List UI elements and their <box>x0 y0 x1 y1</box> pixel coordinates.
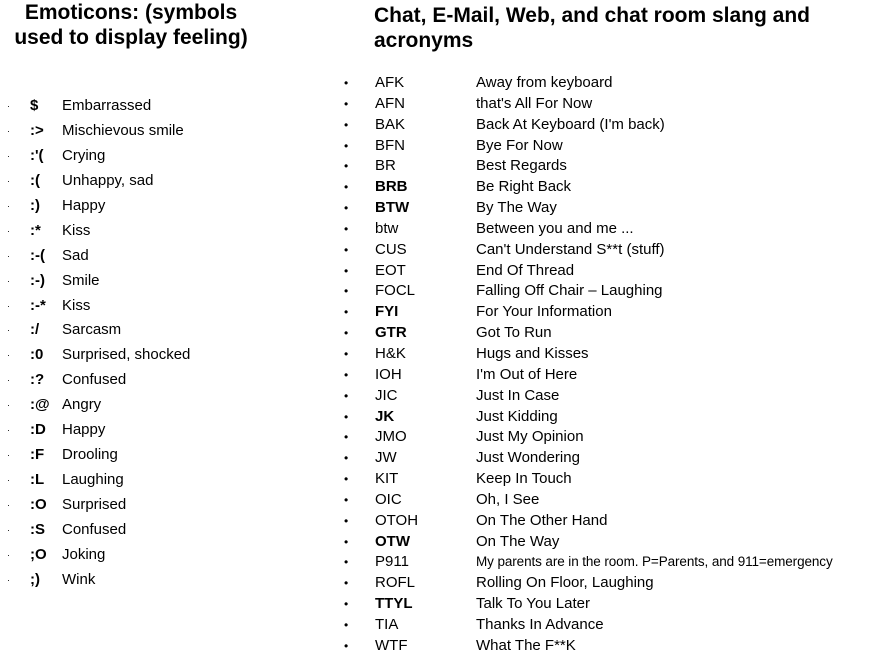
acronym-list <box>330 73 886 657</box>
acronym-meaning: Got To Run <box>476 324 552 342</box>
acronym-abbr: KIT <box>375 470 399 488</box>
bullet-icon: · <box>7 475 10 486</box>
emoticon-meaning: Wink <box>62 570 96 588</box>
bullet-icon: • <box>344 159 349 174</box>
bullet-icon: · <box>7 250 10 261</box>
bullet-icon: · <box>7 450 10 461</box>
emoticon-item <box>0 294 320 319</box>
acronym-item <box>330 219 886 240</box>
emoticon-item <box>0 269 320 294</box>
bullet-icon: · <box>7 175 10 186</box>
bullet-icon: • <box>344 492 349 507</box>
acronym-abbr: EOT <box>375 261 406 279</box>
acronym-item <box>330 552 886 573</box>
acronym-item <box>330 615 886 636</box>
acronym-item <box>330 136 886 157</box>
emoticon-symbol: :-( <box>30 246 45 264</box>
bullet-icon: • <box>344 451 349 466</box>
bullet-icon: · <box>7 500 10 510</box>
emoticon-item <box>0 493 320 518</box>
emoticon-meaning: Kiss <box>62 296 91 314</box>
acronym-abbr: AFN <box>375 94 405 112</box>
emoticon-symbol: :@ <box>30 396 50 414</box>
bullet-icon: · <box>7 350 10 361</box>
acronym-meaning: that's All For Now <box>476 94 593 112</box>
acronym-meaning: Just In Case <box>476 386 560 404</box>
emoticon-symbol: :L <box>30 471 45 489</box>
emoticon-symbol: :0 <box>30 346 44 364</box>
bullet-icon: · <box>7 101 10 111</box>
bullet-icon: • <box>344 263 349 278</box>
acronym-item <box>330 177 886 198</box>
acronym-abbr: BTW <box>375 199 410 217</box>
bullet-icon: • <box>344 180 349 195</box>
acronym-item <box>330 240 886 261</box>
acronym-item <box>330 156 886 177</box>
bullet-icon: · <box>7 300 10 311</box>
emoticon-symbol: ;O <box>30 545 47 563</box>
emoticon-symbol: :D <box>30 421 46 439</box>
acronym-meaning: Oh, I See <box>476 490 540 508</box>
bullet-icon: · <box>7 524 10 535</box>
acronym-meaning: Talk To You Later <box>476 595 590 613</box>
acronym-abbr: BFN <box>375 136 405 154</box>
acronym-meaning: Just My Opinion <box>476 428 584 446</box>
bullet-icon: · <box>7 400 10 411</box>
emoticon-symbol: :? <box>30 371 45 389</box>
emoticon-symbol: :/ <box>30 321 40 339</box>
acronym-meaning: Just Wondering <box>476 449 580 467</box>
bullet-icon: • <box>344 242 349 257</box>
acronym-item <box>330 573 886 594</box>
emoticon-symbol: :( <box>30 171 40 189</box>
acronym-meaning: Keep In Touch <box>476 470 572 488</box>
bullet-icon: • <box>344 326 349 341</box>
bullet-icon: · <box>7 150 10 161</box>
bullet-icon: • <box>344 638 349 653</box>
acronym-abbr: P911 <box>375 553 409 571</box>
bullet-icon: • <box>344 409 349 424</box>
acronym-meaning: Be Right Back <box>476 178 572 196</box>
acronym-abbr: FYI <box>375 303 399 321</box>
acronym-abbr: TTYL <box>375 595 413 613</box>
bullet-icon: • <box>344 117 349 132</box>
emoticon-meaning: Confused <box>62 520 127 538</box>
acronym-meaning: Rolling On Floor, Laughing <box>476 574 654 592</box>
emoticon-meaning: Surprised, shocked <box>62 346 191 364</box>
emoticon-meaning: Confused <box>62 371 127 389</box>
bullet-icon: · <box>7 200 10 211</box>
emoticon-symbol: ;) <box>30 570 40 588</box>
acronym-abbr: OTW <box>375 532 410 550</box>
acronym-abbr: WTF <box>375 636 408 654</box>
bullet-icon: · <box>7 325 10 336</box>
bullet-icon: • <box>344 430 349 445</box>
bullet-icon: · <box>7 425 10 436</box>
acronym-abbr: OTOH <box>375 511 419 529</box>
emoticon-symbol: :-* <box>30 296 46 314</box>
acronym-item <box>330 511 886 532</box>
bullet-icon: · <box>7 574 10 585</box>
emoticon-item <box>0 244 320 269</box>
emoticon-symbol: :) <box>30 196 40 214</box>
acronym-meaning: By The Way <box>476 199 557 217</box>
acronym-meaning: For Your Information <box>476 303 612 321</box>
acronym-abbr: CUS <box>375 240 407 258</box>
acronym-item <box>330 115 886 136</box>
emoticon-item <box>0 94 320 119</box>
acronym-meaning: Hugs and Kisses <box>476 344 589 362</box>
emoticon-symbol: :F <box>30 446 45 464</box>
acronym-item <box>330 94 886 115</box>
bullet-icon: • <box>344 138 349 153</box>
acronym-meaning: Back At Keyboard (I'm back) <box>476 115 665 133</box>
emoticon-list <box>0 94 320 593</box>
acronym-item <box>330 323 886 344</box>
emoticon-meaning: Happy <box>62 421 106 439</box>
bullet-icon: • <box>344 201 349 216</box>
acronym-meaning: On The Other Hand <box>476 511 608 529</box>
acronym-abbr: btw <box>375 219 399 237</box>
acronym-meaning: On The Way <box>476 532 560 550</box>
bullet-icon: • <box>344 534 349 549</box>
bullet-icon: · <box>7 375 10 386</box>
bullet-icon: • <box>344 76 349 90</box>
acronym-item <box>330 490 886 511</box>
emoticon-meaning: Smile <box>62 271 100 289</box>
emoticon-item <box>0 169 320 194</box>
emoticon-item <box>0 144 320 169</box>
emoticon-meaning: Crying <box>62 146 106 164</box>
emoticon-symbol: :S <box>30 520 45 538</box>
emoticon-item <box>0 518 320 543</box>
bullet-icon: • <box>344 513 349 528</box>
acronym-item <box>330 532 886 553</box>
emoticon-meaning: Kiss <box>62 221 91 239</box>
bullet-icon: • <box>344 221 349 236</box>
bullet-icon: • <box>344 597 349 612</box>
emoticon-meaning: Sad <box>62 246 89 264</box>
acronym-item <box>330 469 886 490</box>
emoticon-symbol: :'( <box>30 146 44 164</box>
emoticon-item <box>0 343 320 368</box>
emoticon-item <box>0 443 320 468</box>
acronym-item <box>330 261 886 282</box>
bullet-icon: • <box>344 367 349 382</box>
acronym-abbr: GTR <box>375 324 407 342</box>
acronym-abbr: BAK <box>375 115 406 133</box>
acronym-abbr: H&K <box>375 344 406 362</box>
acronym-meaning: Can't Understand S**t (stuff) <box>476 240 665 258</box>
acronym-item <box>330 73 886 94</box>
acronym-item <box>330 427 886 448</box>
bullet-icon: · <box>7 275 10 286</box>
acronym-item <box>330 344 886 365</box>
acronym-meaning: Just Kidding <box>476 407 558 425</box>
emoticon-symbol: $ <box>30 97 39 114</box>
emoticon-meaning: Happy <box>62 196 106 214</box>
bullet-icon: • <box>344 346 349 361</box>
acronym-item <box>330 302 886 323</box>
acronym-abbr: IOH <box>375 365 402 383</box>
bullet-icon: • <box>344 284 349 299</box>
acronym-meaning: Best Regards <box>476 157 567 175</box>
emoticon-symbol: :* <box>30 221 41 239</box>
acronym-meaning: Between you and me ... <box>476 219 634 237</box>
acronym-abbr: ROFL <box>375 574 416 592</box>
emoticon-item <box>0 568 320 593</box>
emoticon-item <box>0 543 320 568</box>
acronym-meaning: Bye For Now <box>476 136 563 154</box>
acronym-item <box>330 365 886 386</box>
emoticon-meaning: Mischievous smile <box>62 121 184 139</box>
acronym-meaning: My parents are in the room. P=Parents, and 911=emergency <box>476 554 833 570</box>
emoticon-item <box>0 318 320 343</box>
acronyms-heading: Chat, E-Mail, Web, and chat room slang and acronyms <box>374 4 810 52</box>
acronym-abbr: JW <box>375 449 397 467</box>
emoticon-item <box>0 393 320 418</box>
emoticon-meaning: Sarcasm <box>62 321 122 339</box>
acronym-item <box>330 198 886 219</box>
bullet-icon: • <box>344 472 349 487</box>
acronym-meaning: Falling Off Chair – Laughing <box>476 282 663 300</box>
bullet-icon: • <box>344 388 349 403</box>
acronym-meaning: I'm Out of Here <box>476 365 578 383</box>
acronym-abbr: JMO <box>375 428 407 446</box>
acronym-item <box>330 386 886 407</box>
acronym-item <box>330 448 886 469</box>
bullet-icon: • <box>344 305 349 320</box>
acronym-abbr: BRB <box>375 178 408 196</box>
emoticon-item <box>0 219 320 244</box>
acronym-abbr: TIA <box>375 615 399 633</box>
acronym-abbr: JK <box>375 407 395 425</box>
bullet-icon: • <box>344 617 349 632</box>
emoticon-meaning: Angry <box>62 396 102 414</box>
acronym-meaning: What The F**K <box>476 636 576 654</box>
emoticon-meaning: Drooling <box>62 446 118 464</box>
bullet-icon: · <box>7 125 10 136</box>
emoticon-symbol: :-) <box>30 271 45 289</box>
emoticon-symbol: :> <box>30 121 44 139</box>
emoticon-meaning: Surprised <box>62 496 127 513</box>
acronym-abbr: BR <box>375 157 396 175</box>
bullet-icon: · <box>7 225 10 236</box>
bullet-icon: • <box>344 576 349 591</box>
acronym-item <box>330 407 886 428</box>
emoticon-meaning: Laughing <box>62 471 124 489</box>
emoticon-item <box>0 468 320 493</box>
acronym-abbr: FOCL <box>375 282 416 300</box>
bullet-icon: • <box>344 96 349 111</box>
acronym-meaning: End Of Thread <box>476 261 575 279</box>
emoticon-item <box>0 119 320 144</box>
emoticon-item <box>0 368 320 393</box>
emoticon-item <box>0 418 320 443</box>
acronym-meaning: Thanks In Advance <box>476 615 604 633</box>
emoticons-heading: Emoticons: (symbols used to display feeling) <box>14 1 248 49</box>
acronym-meaning: Away from keyboard <box>476 74 613 91</box>
emoticon-meaning: Embarrassed <box>62 97 152 114</box>
emoticon-symbol: :O <box>30 496 47 513</box>
emoticon-meaning: Joking <box>62 545 106 563</box>
emoticon-meaning: Unhappy, sad <box>62 171 154 189</box>
acronym-abbr: AFK <box>375 74 405 91</box>
acronym-item <box>330 636 886 657</box>
acronym-item <box>330 281 886 302</box>
bullet-icon: • <box>344 555 349 570</box>
acronym-abbr: JIC <box>375 386 398 404</box>
acronym-abbr: OIC <box>375 490 402 508</box>
emoticon-item <box>0 194 320 219</box>
acronym-item <box>330 594 886 615</box>
bullet-icon: · <box>7 549 10 560</box>
